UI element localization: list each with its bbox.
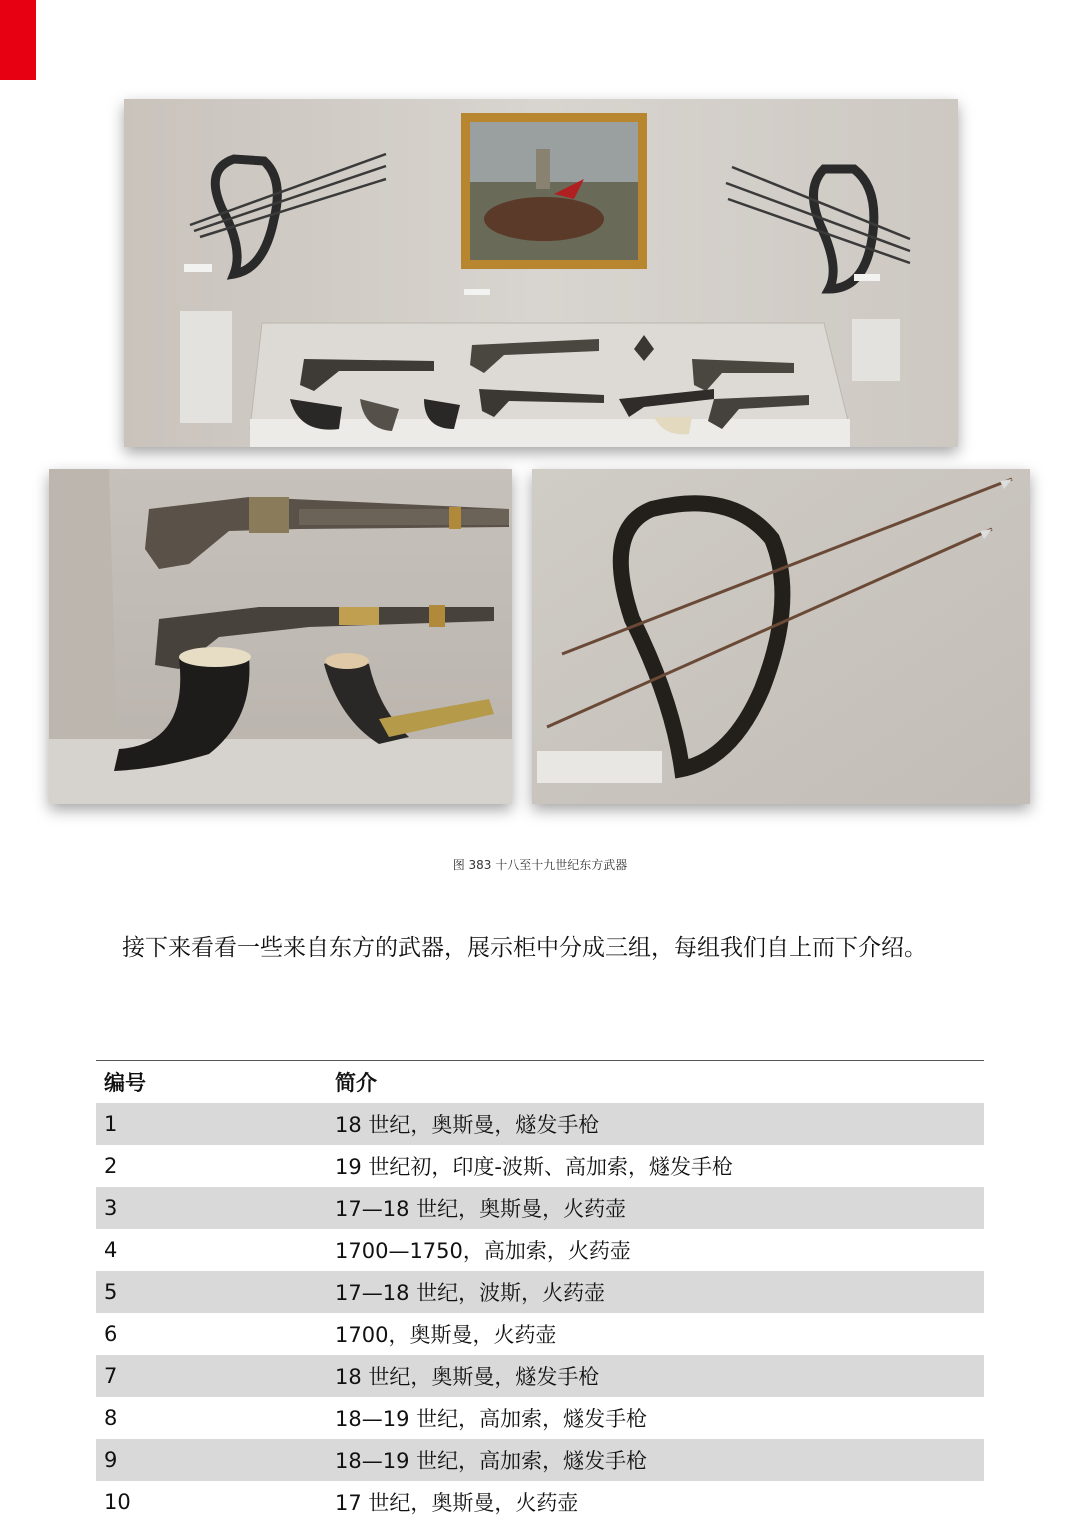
row-number: 2 bbox=[104, 1154, 118, 1178]
intro-paragraph: 接下来看看一些来自东方的武器，展示柜中分成三组，每组我们自上而下介绍。 bbox=[122, 935, 927, 961]
table-row bbox=[96, 1187, 984, 1229]
row-description: 1700—1750，高加索，火药壶 bbox=[335, 1239, 631, 1263]
row-description: 1700，奥斯曼，火药壶 bbox=[335, 1323, 557, 1347]
row-description: 18—19 世纪，高加索，燧发手枪 bbox=[335, 1449, 648, 1473]
row-number: 7 bbox=[104, 1364, 118, 1388]
table-row bbox=[96, 1229, 984, 1271]
table-row bbox=[96, 1313, 984, 1355]
table-row bbox=[96, 1271, 984, 1313]
row-description: 17 世纪，奥斯曼，火药壶 bbox=[335, 1491, 579, 1515]
photo-display-wall bbox=[124, 99, 958, 447]
table-row bbox=[96, 1103, 984, 1145]
table-header bbox=[96, 1060, 984, 1103]
row-number: 1 bbox=[104, 1112, 118, 1136]
photo-bow-arrows bbox=[532, 469, 1030, 804]
row-description: 17—18 世纪，奥斯曼，火药壶 bbox=[335, 1197, 627, 1221]
photo-pistols-horns bbox=[49, 469, 512, 804]
table-row bbox=[96, 1355, 984, 1397]
table-row bbox=[96, 1397, 984, 1439]
row-number: 3 bbox=[104, 1196, 118, 1220]
row-description: 18 世纪，奥斯曼，燧发手枪 bbox=[335, 1365, 600, 1389]
row-number: 6 bbox=[104, 1322, 118, 1346]
row-number: 10 bbox=[104, 1490, 131, 1514]
row-number: 9 bbox=[104, 1448, 118, 1472]
figure-caption: 图 383 十八至十九世纪东方武器 bbox=[452, 858, 628, 872]
weapons-table bbox=[96, 1060, 984, 1523]
table-row bbox=[96, 1439, 984, 1481]
red-corner-tab bbox=[0, 0, 36, 80]
row-number: 5 bbox=[104, 1280, 118, 1304]
row-number: 8 bbox=[104, 1406, 118, 1430]
table-row bbox=[96, 1481, 984, 1523]
row-number: 4 bbox=[104, 1238, 118, 1262]
row-description: 18 世纪，奥斯曼，燧发手枪 bbox=[335, 1113, 600, 1137]
row-description: 17—18 世纪，波斯，火药壶 bbox=[335, 1281, 606, 1305]
row-description: 18—19 世纪，高加索，燧发手枪 bbox=[335, 1407, 648, 1431]
header-number: 编号 bbox=[104, 1071, 146, 1095]
header-description: 简介 bbox=[335, 1071, 377, 1095]
row-description: 19 世纪初，印度-波斯、高加索，燧发手枪 bbox=[335, 1155, 733, 1179]
table-row bbox=[96, 1145, 984, 1187]
